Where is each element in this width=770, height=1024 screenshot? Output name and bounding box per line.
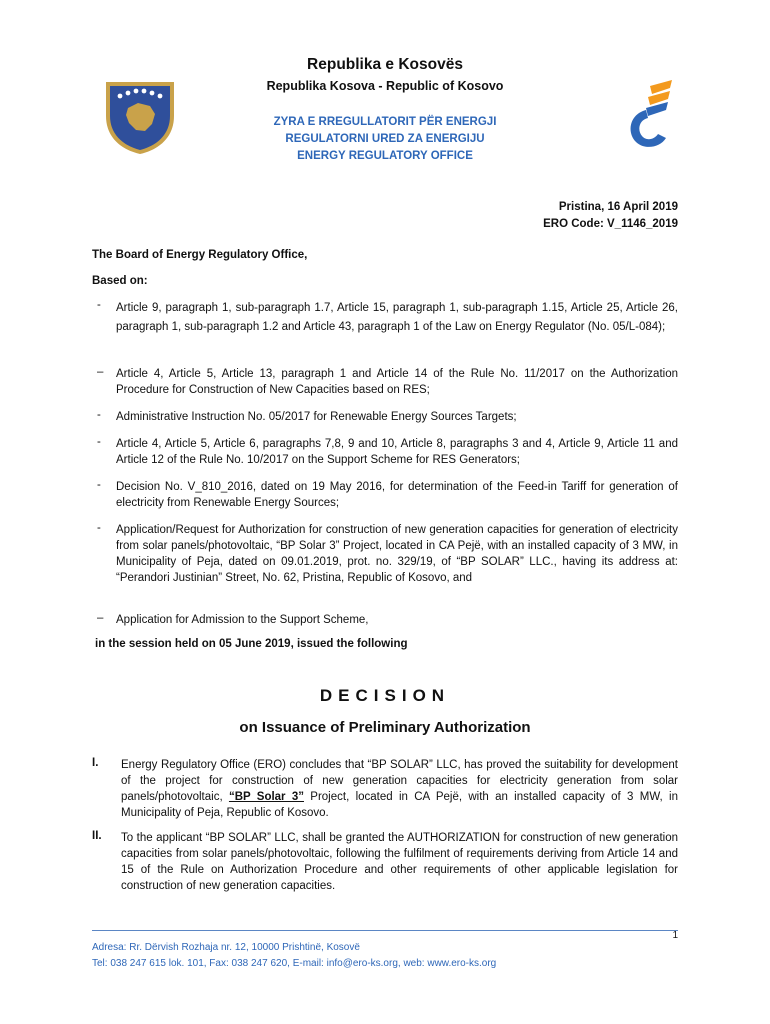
list-item: Article 4, Article 5, Article 13, paragraph 1 and Article 14 of the Rule No. 11/2017 on the Authorization Procedure for Construction of New Capacities based on RES; [116,368,678,396]
project-name: “BP Solar 3” [228,791,304,803]
header-subtitle: Republika Kosova - Republic of Kosovo [266,79,504,93]
list-item: Decision No. V_810_2016, dated on 19 May 2016, for determination of the Feed-in Tariff for generation of electricity from Renewable Energy Sources; [116,481,678,509]
footer-contact: Tel: 038 247 615 lok. 101, Fax: 038 247 620, E-mail: info@ero-ks.org, web: www.ero-ks.org [92,958,497,969]
list-bullet: - [97,409,101,421]
text-segment: Project, located in CA Pejë, with an installed capacity of 3 MW, in Municipality of Peja, Republic of Kosovo. [121,791,678,819]
office-name-albanian: ZYRA E RREGULLATORIT PËR ENERGJI [273,116,497,128]
header-title: Republika e Kosovës [307,56,463,73]
list-bullet: - [97,299,101,311]
based-on-label: Based on: [92,275,148,287]
office-name-serbian: REGULATORNI URED ZA ENERGIJU [285,133,485,145]
list-bullet: - [97,436,101,448]
list-item: Application for Admission to the Support Scheme, [116,614,369,626]
list-item: Administrative Instruction No. 05/2017 for Renewable Energy Sources Targets; [116,411,517,423]
list-bullet: – [97,366,104,378]
office-name-english: ENERGY REGULATORY OFFICE [297,150,473,162]
list-bullet: - [97,522,101,534]
decision-item-text [121,757,678,821]
decision-item-text: To the applicant “BP SOLAR” LLC, shall be granted the AUTHORIZATION for construction of new generation capacities from solar panels/photovoltaic, following the fulfilment of requirements deriving from Article 14 and 15 of the Rule on Authorization Procedure and other requirements of other applicable legislation for construction of new generation capacities. [121,832,678,892]
decision-subtitle: on Issuance of Preliminary Authorization [239,719,531,736]
ero-code: ERO Code: V_1146_2019 [543,218,678,230]
list-bullet: – [97,612,104,624]
footer-address: Adresa: Rr. Dërvish Rozhaja nr. 12, 10000 Prishtinë, Kosovë [92,942,360,953]
board-heading: The Board of Energy Regulatory Office, [92,249,308,261]
list-item: Article 4, Article 5, Article 6, paragraphs 7,8, 9 and 10, Article 8, paragraphs 3 and 4, Article 9, Article 11 and Article 12 of the Rule No. 10/2017 on the Support Scheme for RES Generators; [116,438,678,466]
decision-title: DECISION [319,686,451,705]
list-item: Article 9, paragraph 1, sub-paragraph 1.7, Article 15, paragraph 1, sub-paragraph 1.15, Article 25, Article 26, paragraph 1, sub-paragraph 1.2 and Article 43, paragraph 1 of the Law on Energy Regulator (No. 05/L-084); [116,302,678,333]
text-segment: Energy Regulatory Office (ERO) concludes that “BP SOLAR” LLC, has proved the suitability for development of the project for construction of new generation capacities for electricity generation from solar panels/photovoltaic, [121,759,678,803]
place-date: Pristina, 16 April 2019 [558,201,678,213]
page-number: 1 [672,930,678,941]
footer-divider [92,930,678,931]
item-number: I. [92,757,99,769]
item-number: II. [92,830,102,842]
session-statement: in the session held on 05 June 2019, issued the following [95,638,408,650]
list-bullet: - [97,479,101,491]
list-item: Application/Request for Authorization for construction of new generation capacities for generation of electricity from solar panels/photovoltaic, “BP Solar 3” Project, located in CA Pejë, with an installed capacity of 3 MW, in Municipality of Peja, dated on 09.01.2019, prot. no. 329/19, of “BP SOLAR” LLC., having its address at: “Perandori Justinian” Street, No. 62, Pristina, Republic of Kosovo, and [116,524,678,584]
